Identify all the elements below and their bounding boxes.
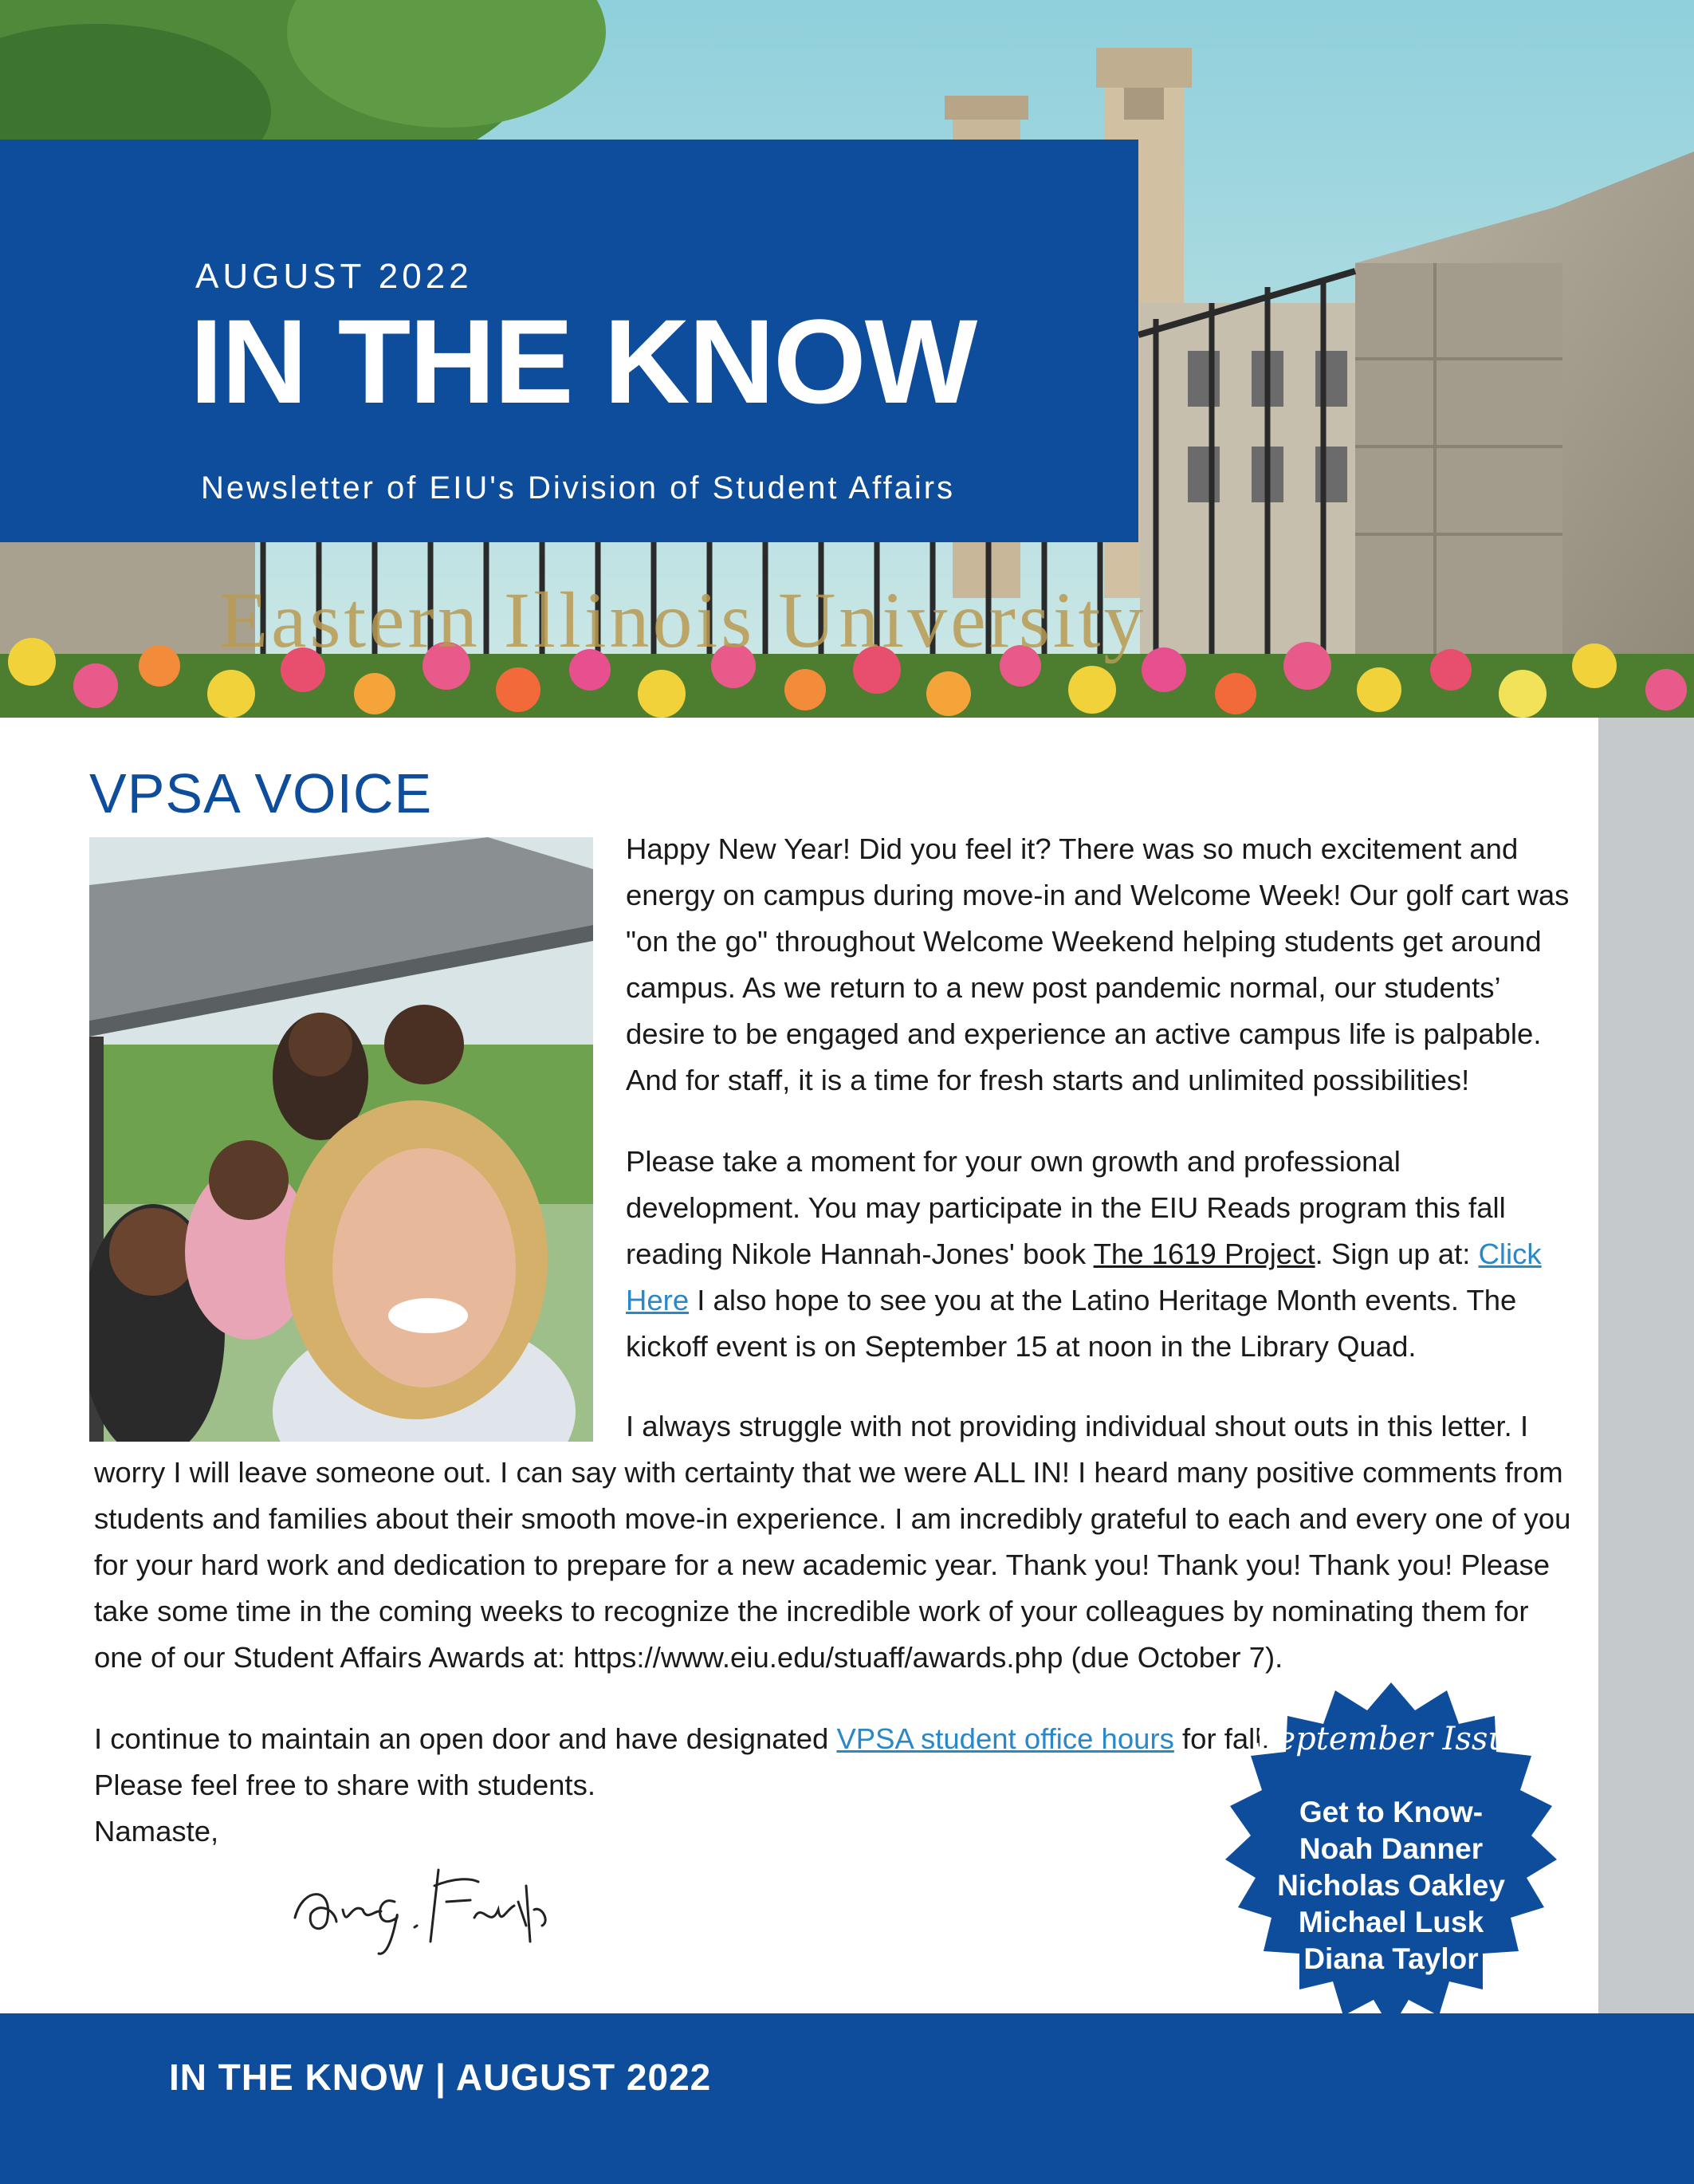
- office-hours-link[interactable]: VPSA student office hours: [836, 1722, 1174, 1755]
- gate-sign: Eastern Illinois University: [219, 576, 1147, 664]
- signature-image: [287, 1854, 558, 1966]
- newsletter-title: IN THE KNOW: [190, 294, 977, 428]
- badge-name: Diana Taylor: [1303, 1942, 1479, 1975]
- badge-name: Nicholas Oakley: [1277, 1869, 1505, 1902]
- hero-banner: [0, 0, 1694, 718]
- paragraph-2: [626, 1139, 1578, 1370]
- newsletter-subtitle: Newsletter of EIU's Division of Student Affairs: [201, 470, 956, 506]
- footer-text: IN THE KNOW | AUGUST 2022: [169, 2056, 712, 2098]
- footer-bar: [0, 2013, 1694, 2184]
- paragraph-4: [94, 1716, 1290, 1855]
- closing: Namaste,: [94, 1815, 219, 1848]
- book-title: The 1619 Project: [1093, 1238, 1315, 1270]
- section-heading: VPSA VOICE: [89, 762, 433, 824]
- paragraph-4-text-a: I continue to maintain an open door and have designated: [94, 1722, 837, 1755]
- badge-names-list: [1220, 1794, 1562, 1977]
- badge-title: September Issue: [1255, 1721, 1527, 1757]
- paragraph-2-text-c: I also hope to see you at the Latino Heritage Month events. The kickoff event is on September 15 at noon in the Library Quad.: [626, 1284, 1517, 1363]
- sidebar-strip: [1598, 718, 1694, 2013]
- paragraph-1: Happy New Year! Did you feel it? There was so much excitement and energy on campus during move-in and Welcome Week! Our golf cart was "on the go" throughout Welcome Weekend helping students get around campus. As we return to a new post pandemic normal, our students’ desire to be engaged and experience an active campus life is palpable. And for staff, it is a time for fresh starts and unlimited possibilities!: [626, 832, 1570, 1096]
- paragraph-3: I always struggle with not providing individual shout outs in this letter. I worry I will leave someone out. I can say with certainty that we were ALL IN! I heard many positive comments from students and families about their smooth move-in experience. I am incredibly grateful to each and every one of you for your hard work and dedication to prepare for a new academic year. Thank you! Thank you! Thank you! Please take some time in the coming weeks to recognize the incredible work of your colleagues by nominating them for one of our Student Affairs Awards at: https://www.eiu.edu/stuaff/awards.php (due October 7).: [94, 1410, 1571, 1674]
- issue-date: AUGUST 2022: [195, 257, 473, 296]
- paragraph-4-text-b: for fall.: [1173, 1722, 1270, 1755]
- badge-name: Get to Know-: [1299, 1796, 1484, 1828]
- paragraph-2-text-b: . Sign up at:: [1315, 1238, 1479, 1270]
- badge-name: Noah Danner: [1299, 1832, 1484, 1865]
- paragraph-2-text-a: Please take a moment for your own growth and professional development. You may participate in the EIU Reads program this fall reading Nikole Hannah-Jones' book: [626, 1145, 1506, 1270]
- badge-name: Michael Lusk: [1298, 1906, 1484, 1938]
- signup-link[interactable]: Click Here: [626, 1238, 1542, 1316]
- paragraph-4-line-2: Please feel free to share with students.: [94, 1769, 595, 1801]
- golf-cart-selfie-photo: [89, 837, 593, 1442]
